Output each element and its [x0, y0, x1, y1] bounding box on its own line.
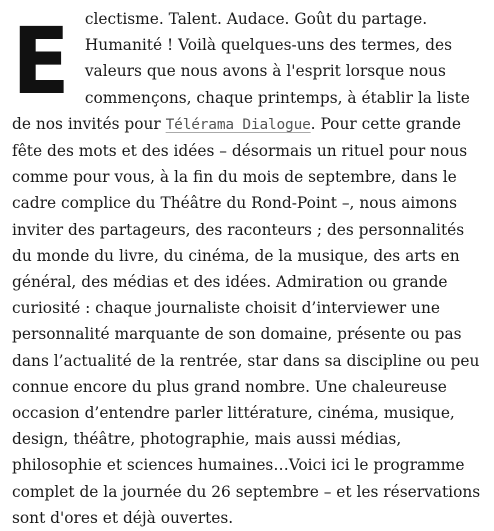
- article-paragraph: [12, 6, 486, 531]
- intro-text: clectisme. Talent. Audace. Goût du partage. Humanité ! Voilà quelques-uns des termes, des valeurs que nous avons à l'esprit lorsque nous commençons, chaque printemps, à établir la liste de nos invités pour: [12, 10, 470, 133]
- telerama-dialogue-link[interactable]: Télérama Dialogue: [165, 116, 311, 133]
- body-text: . Pour cette grande fête des mots et des idées – désormais un rituel pour nous comme pour vous, à la fin du mois de septembre, dans le cadre complice du Théâtre du Rond-Point –, nous aimons inviter des partageurs, des raconteurs ; des personnalités du monde du livre, du cinéma, de la musique, des arts en général, des médias et des idées. Admiration ou grande curiosité : chaque journaliste choisit d’interviewer une personnalité marquante de son domaine, présente ou pas dans l’actualité de la rentrée, star dans sa discipline ou peu connue encore du plus grand nombre. Une chaleureuse occasion d’entendre parler littérature, cinéma, musique, design, théâtre, photographie, mais aussi médias, philosophie et sciences humaines…Voici ici le programme complet de la journée du 26 septembre – et les réservations sont d'ores et déjà ouvertes.: [12, 114, 481, 527]
- drop-cap-letter: E: [12, 8, 70, 115]
